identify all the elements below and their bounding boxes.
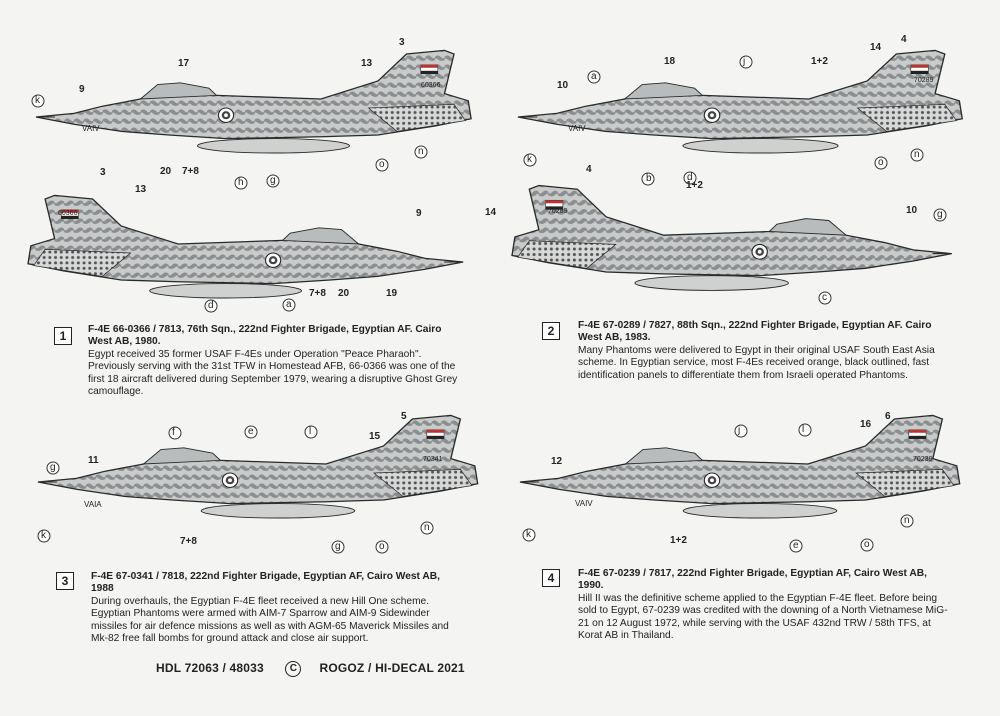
p2-top-serial: 70289: [914, 77, 934, 84]
p4-callout: 16: [860, 419, 872, 430]
p2-top-callout: 18: [664, 56, 676, 67]
p4-serial: 70239: [913, 456, 933, 463]
p4-callout: 12: [551, 456, 563, 467]
profile-4-caption: [578, 568, 948, 642]
profile-3-title: F-4E 67-0341 / 7818, 222nd Fighter Brigade, Egyptian AF, Cairo West AB, 1988: [91, 571, 440, 595]
p1-top-callout: 13: [361, 58, 373, 69]
profile-1-title: F-4E 66-0366 / 7813, 76th Sqn., 222nd Fighter Brigade, Egyptian AF. Cairo West AB, 1980.: [88, 324, 442, 348]
p1-top-callout: o: [379, 159, 385, 170]
p2-top-callout: n: [914, 149, 920, 160]
profile-2-caption: [578, 320, 948, 382]
p2-bottom-callout: 10: [906, 205, 918, 216]
p2-top-callout: 10: [557, 80, 569, 91]
profile-2-title: F-4E 67-0289 / 7827, 88th Sqn., 222nd Fighter Brigade, Egyptian AF. Cairo West AB, 1983.: [578, 320, 932, 344]
profile-1-body: Egypt received 35 former USAF F-4Es under Operation "Peace Pharaoh". Previously serving with the 31st TFW in Homestead AFB, 66-0366 was one of the first 18 aircraft delivered during September 1979, wearing a disruptive Ghost Grey camouflage.: [88, 348, 458, 398]
p3-callout: 7+8: [180, 536, 197, 547]
p4-callout: 1+2: [670, 535, 687, 546]
p2-bottom-callout: 14: [485, 207, 497, 218]
p4-callout: o: [864, 539, 870, 550]
p4-callout: n: [904, 515, 910, 526]
p1-bottom-callout: 13: [135, 184, 147, 195]
p3-nose-code: VAIA: [84, 500, 102, 509]
profile-3-body: During overhauls, the Egyptian F-4E fleet received a new Hill One scheme. Egyptian Phantoms were armed with AIM-7 Sparrow and AIM-9 Sidewinder missiles for air defence missions as well as with AGM-65 Maverick Missiles and Mk-82 free fall bombs for ground attack and close air support.: [91, 595, 449, 645]
p4-callout: l: [802, 424, 805, 435]
p2-nose-code: VAIV: [568, 124, 586, 133]
footer: [156, 661, 483, 677]
p1-top-callout: g: [270, 175, 276, 186]
profile-2-body: Many Phantoms were delivered to Egypt in their original USAF South East Asia scheme. In Egyptian service, most F-4Es received orange, black outlined, fast identification panels to differentiate them from Israeli operated Phantoms.: [578, 344, 935, 381]
p3-callout: 5: [401, 411, 407, 422]
profile-4-title: F-4E 67-0239 / 7817, 222nd Fighter Brigade, Egyptian AF, Cairo West AB, 1990.: [578, 568, 927, 592]
p3-callout: n: [424, 522, 430, 533]
copyright-icon: C: [285, 661, 301, 677]
p3-callout: 11: [88, 455, 99, 466]
profile-3-number: 3: [56, 572, 74, 590]
p3-callout: k: [41, 530, 46, 541]
p1-top-callout: n: [418, 146, 424, 157]
p2-top-callout: k: [527, 154, 532, 165]
p1-bottom-serial: 60366: [58, 210, 78, 217]
profile-1-top-aircraft: [36, 50, 471, 153]
p1-top-callout: 20: [160, 166, 172, 177]
p1-bottom-callout: h: [238, 177, 244, 188]
profile-4-number: 4: [542, 569, 560, 587]
p1-bottom-callout: 20: [338, 288, 350, 299]
p1-bottom-callout: 7+8: [309, 288, 326, 299]
p2-top-callout: 14: [870, 42, 882, 53]
p1-top-callout: 7+8: [182, 166, 199, 177]
p2-bottom-callout: 4: [586, 164, 592, 175]
p3-serial: 70341: [423, 456, 443, 463]
p3-callout: o: [379, 541, 385, 552]
p2-top-callout: o: [878, 157, 884, 168]
p1-top-callout: 17: [178, 58, 190, 69]
profile-1-caption: [88, 324, 466, 398]
p3-callout: f: [172, 427, 175, 438]
p4-nose-code: VAIV: [575, 499, 593, 508]
p2-top-callout: d: [687, 172, 693, 183]
p2-bottom-callout: 1+2: [686, 180, 703, 191]
p1-nose-code: VAIV: [82, 124, 100, 133]
p1-bottom-callout: 9: [416, 208, 422, 219]
profile-2-bottom-aircraft: [512, 186, 952, 291]
profile-2-top-aircraft: [518, 50, 962, 153]
p3-callout: g: [50, 462, 56, 473]
p4-callout: e: [793, 540, 799, 551]
p3-callout: g: [335, 541, 341, 552]
p3-callout: l: [309, 426, 312, 437]
p3-callout: 15: [369, 431, 381, 442]
p1-top-callout: k: [35, 95, 40, 106]
p2-top-callout: 4: [901, 34, 907, 45]
profile-3-aircraft: [38, 415, 478, 518]
p2-bottom-callout: g: [937, 209, 943, 220]
p2-top-callout: 1+2: [811, 56, 828, 67]
credit-text: ROGOZ / HI-DECAL 2021: [319, 661, 465, 676]
p1-top-callout: 9: [79, 84, 85, 95]
p2-top-callout: j: [743, 56, 746, 67]
p4-callout: k: [526, 529, 531, 540]
p4-callout: 6: [885, 411, 891, 422]
p1-top-callout: 3: [399, 37, 405, 48]
profile-3-caption: [91, 571, 457, 645]
profile-1-number: 1: [54, 327, 72, 345]
p1-bottom-callout: 19: [386, 288, 398, 299]
p1-top-serial: 60366: [421, 82, 441, 89]
p2-bottom-callout: c: [822, 292, 827, 303]
p3-callout: e: [248, 426, 254, 437]
p2-bottom-callout: b: [646, 173, 652, 184]
profile-4-body: Hill II was the definitive scheme applied to the Egyptian F-4E fleet. Before being sold to Egypt, 67-0239 was credited with the downing of a North Vietnamese MiG-21 on 12 August 1972, while serving with the USAF 432nd TRW / 58th TFS, at Korat AB in Thailand.: [578, 592, 948, 642]
profile-1-bottom-aircraft: [28, 195, 463, 298]
p1-bottom-callout: d: [208, 300, 214, 311]
p1-bottom-callout: a: [286, 299, 292, 310]
p2-bottom-serial: 70289: [548, 208, 568, 215]
product-code: HDL 72063 / 48033: [156, 661, 264, 676]
p2-top-callout: a: [591, 71, 597, 82]
p4-callout: j: [738, 425, 741, 436]
profile-2-number: 2: [542, 322, 560, 340]
p1-bottom-callout: 3: [100, 167, 106, 178]
